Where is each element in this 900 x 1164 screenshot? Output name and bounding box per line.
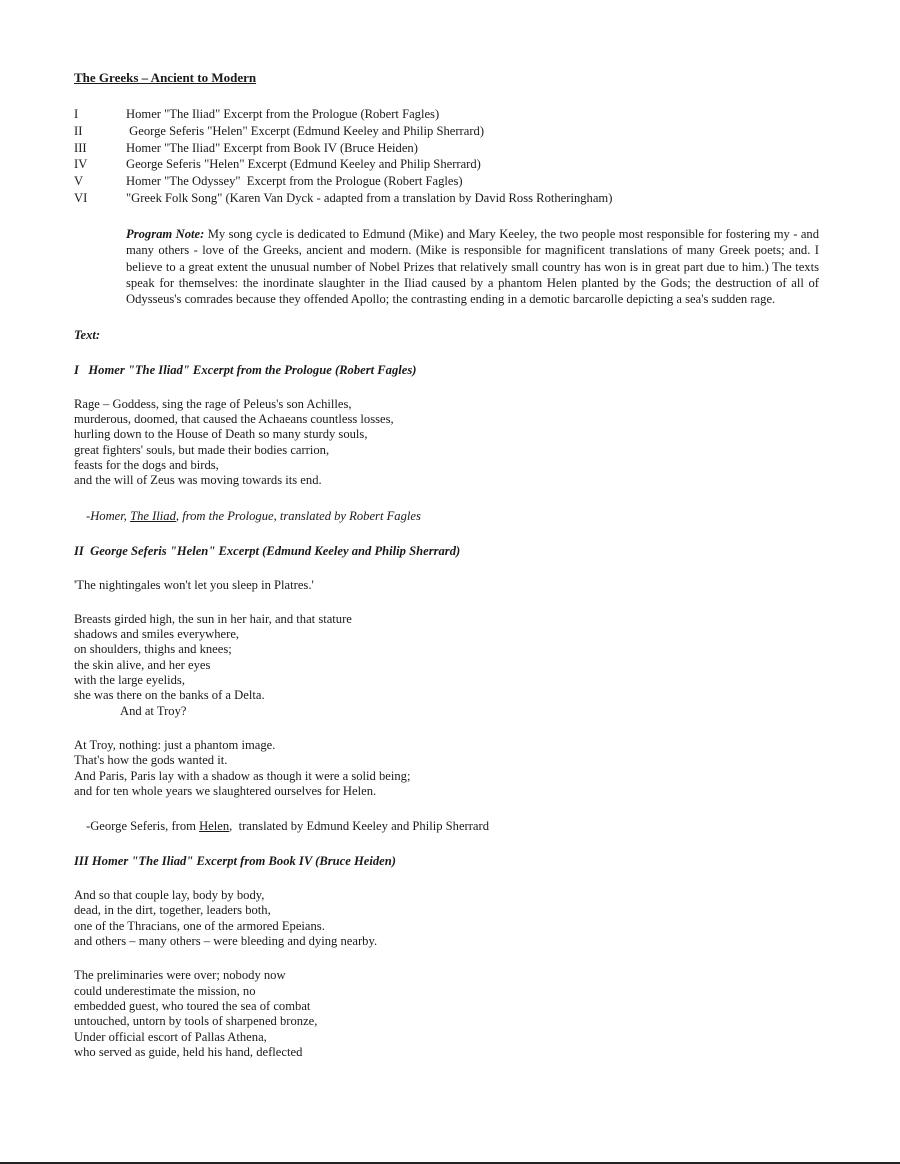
program-note-label: Program Note:	[126, 226, 205, 241]
contents-text: Homer "The Odyssey" Excerpt from the Prologue (Robert Fagles)	[126, 174, 463, 189]
contents-numeral: V	[74, 174, 84, 189]
verse-line: the skin alive, and her eyes	[74, 657, 211, 672]
document-title: The Greeks – Ancient to Modern	[74, 70, 257, 85]
verse-line-indented: And at Troy?	[120, 703, 187, 718]
contents-numeral: II	[74, 123, 83, 138]
attribution-work-title: Helen	[199, 819, 230, 834]
verse-line: and for ten whole years we slaughtered ourselves for Helen.	[74, 783, 377, 798]
contents-item	[74, 106, 819, 123]
verse-line: one of the Thracians, one of the armored Epeians.	[74, 918, 325, 933]
contents-list	[74, 106, 819, 207]
contents-numeral: VI	[74, 190, 88, 205]
contents-numeral: I	[74, 107, 79, 121]
contents-text: Homer "The Iliad" Excerpt from the Prologue (Robert Fagles)	[126, 107, 440, 121]
program-note-text: My song cycle is dedicated to Edmund (Mike) and Mary Keeley, the two people most responsible for fostering my - and many others - love of the Greeks, ancient and modern. (Mike is responsible for magnificent translations of many Greek poets; and. I believe to a great extent the unusual number of Nobel Prizes that relatively small country has won is in great part due to him.) The texts speak for themselves: the inordinate slaughter in the Iliad caused by a phantom Helen planted by the Gods; the destruction of all of Odysseus's comrades because they offended Apollo; the contrasting ending in a demotic barcarolle depicting a sea's sudden rage.	[126, 226, 819, 307]
verse-line: And Paris, Paris lay with a shadow as though it were a solid being;	[74, 768, 411, 783]
contents-item	[74, 156, 819, 173]
contents-text: Homer "The Iliad" Excerpt from Book IV (Bruce Heiden)	[126, 140, 418, 155]
verse-line: on shoulders, thighs and knees;	[74, 642, 232, 657]
verse-line: hurling down to the House of Death so many sturdy souls,	[74, 427, 368, 442]
contents-item	[74, 173, 819, 190]
verse-line: At Troy, nothing: just a phantom image.	[74, 737, 276, 752]
contents-text: "Greek Folk Song" (Karen Van Dyck - adapted from a translation by David Ross Rotheringham)	[126, 190, 613, 205]
attribution-prefix: -George Seferis, from	[86, 819, 200, 834]
contents-item	[74, 140, 819, 157]
contents-item	[74, 190, 819, 207]
section-3-stanza-2	[74, 968, 819, 1060]
section-1-heading: I Homer "The Iliad" Excerpt from the Prologue (Robert Fagles)	[74, 362, 417, 377]
section-2-epigraph	[74, 578, 819, 593]
section-2-stanza-1	[74, 612, 819, 719]
section-3-stanza-1	[74, 888, 819, 949]
section-2-attribution	[86, 818, 819, 834]
verse-line: Breasts girded high, the sun in her hair, and that stature	[74, 611, 352, 626]
verse-line: untouched, untorn by tools of sharpened bronze,	[74, 1014, 318, 1029]
verse-line: shadows and smiles everywhere,	[74, 627, 240, 642]
verse-line: That's how the gods wanted it.	[74, 753, 228, 768]
program-note	[126, 226, 819, 308]
verse-line: The preliminaries were over; nobody now	[74, 968, 286, 983]
document-body	[74, 70, 819, 1079]
verse-line: murderous, doomed, that caused the Achaeans countless losses,	[74, 412, 394, 427]
verse-line: feasts for the dogs and birds,	[74, 458, 219, 472]
contents-numeral: III	[74, 140, 87, 155]
attribution-suffix: , from the Prologue, translated by Robert Fagles	[175, 508, 421, 523]
attribution-suffix: , translated by Edmund Keeley and Philip Sherrard	[229, 819, 490, 834]
text-label: Text:	[74, 327, 101, 342]
section-2-stanza-2	[74, 738, 819, 799]
verse-line: could underestimate the mission, no	[74, 983, 256, 998]
section-1-stanza	[74, 397, 819, 489]
attribution-prefix: -Homer,	[86, 508, 131, 523]
verse-line: dead, in the dirt, together, leaders both,	[74, 903, 271, 918]
verse-line: Under official escort of Pallas Athena,	[74, 1029, 267, 1044]
verse-line: Rage – Goddess, sing the rage of Peleus's son Achilles,	[74, 396, 352, 411]
section-2-heading: II George Seferis "Helen" Excerpt (Edmund Keeley and Philip Sherrard)	[74, 543, 461, 558]
epigraph-line: 'The nightingales won't let you sleep in Platres.'	[74, 577, 314, 592]
contents-text: George Seferis "Helen" Excerpt (Edmund Keeley and Philip Sherrard)	[126, 123, 485, 138]
contents-item	[74, 123, 819, 140]
verse-line: embedded guest, who toured the sea of combat	[74, 998, 311, 1013]
contents-numeral: IV	[74, 157, 88, 172]
verse-line: with the large eyelids,	[74, 673, 185, 688]
verse-line: she was there on the banks of a Delta.	[74, 688, 265, 703]
verse-line: and others – many others – were bleeding and dying nearby.	[74, 934, 378, 949]
verse-line: and the will of Zeus was moving towards its end.	[74, 473, 322, 488]
verse-line: who served as guide, held his hand, deflected	[74, 1044, 303, 1059]
attribution-work-title: The Iliad	[130, 508, 176, 523]
verse-line: And so that couple lay, body by body,	[74, 888, 265, 903]
contents-text: George Seferis "Helen" Excerpt (Edmund Keeley and Philip Sherrard)	[126, 157, 481, 172]
verse-line: great fighters' souls, but made their bodies carrion,	[74, 442, 330, 457]
section-3-heading: III Homer "The Iliad" Excerpt from Book IV (Bruce Heiden)	[74, 854, 396, 869]
section-1-attribution	[86, 508, 819, 524]
